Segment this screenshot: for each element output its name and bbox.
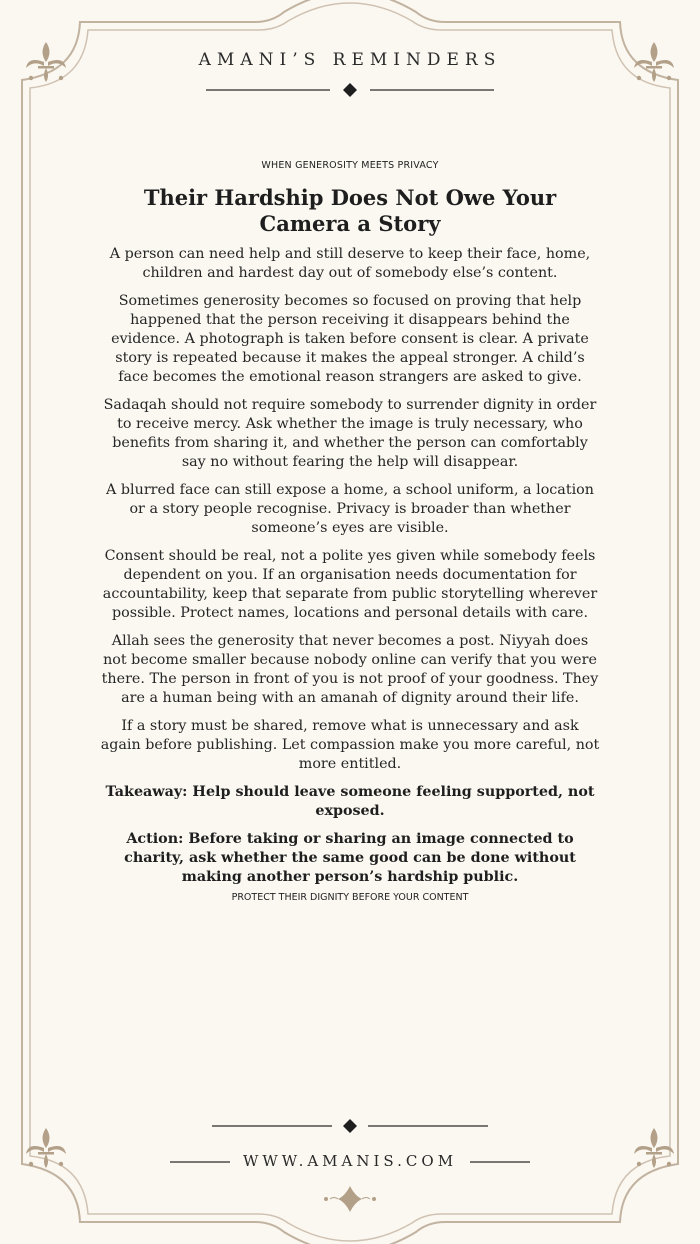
paragraph: Consent should be real, not a polite yes given while somebody feels dependent on you. If an organisation needs documentation for accountability, keep that separate from public storytelling wherever possible. Protect names, locations and personal details with care. [102,548,598,621]
footer-note: PROTECT THEIR DIGNITY BEFORE YOUR CONTENT [231,892,469,903]
paragraph: A blurred face can still expose a home, a school uniform, a location or a story people recognise. Privacy is broader than whether someone’s eyes are visible. [106,482,594,536]
article-kicker: WHEN GENEROSITY MEETS PRIVACY [261,160,439,171]
action: Action: Before taking or sharing an image connected to charity, ask whether the same good can be done without making another person’s hardship public. [124,831,576,885]
paragraph: A person can need help and still deserve to keep their face, home, children and hardest day out of somebody else’s content. [109,246,591,281]
paragraph: Sadaqah should not require somebody to surrender dignity in order to receive mercy. Ask whether the image is truly necessary, who benefits from sharing it, and whether the person can comfortably say no without fearing the help will disappear. [103,397,597,470]
bottom-flourish-icon [324,1186,376,1212]
brand-name: AMANI’S REMINDERS [198,50,502,70]
paragraph: Allah sees the generosity that never becomes a post. Niyyah does not become smaller because nobody online can verify that you were there. The person in front of you is not proof of your goodness. They are a human being with an amanah of dignity around their life. [101,633,599,706]
article [100,160,600,903]
takeaway: Takeaway: Help should leave someone feeling supported, not exposed. [105,784,595,819]
top-diamond-icon [343,83,357,97]
paragraph: Sometimes generosity becomes so focused on proving that help happened that the person receiving it disappears behind the evidence. A photograph is taken before consent is clear. A private story is repeated because it makes the appeal stronger. A child’s face becomes the emotional reason strangers are asked to give. [111,293,589,385]
article-title: Their Hardship Does Not Owe Your Camera a Story [143,185,557,236]
paragraph: If a story must be shared, remove what is unnecessary and ask again before publishing. Let compassion make you more careful, not more entitled. [100,718,600,772]
website-url: WWW.AMANIS.COM [242,1152,458,1170]
bottom-diamond-icon [343,1119,357,1133]
